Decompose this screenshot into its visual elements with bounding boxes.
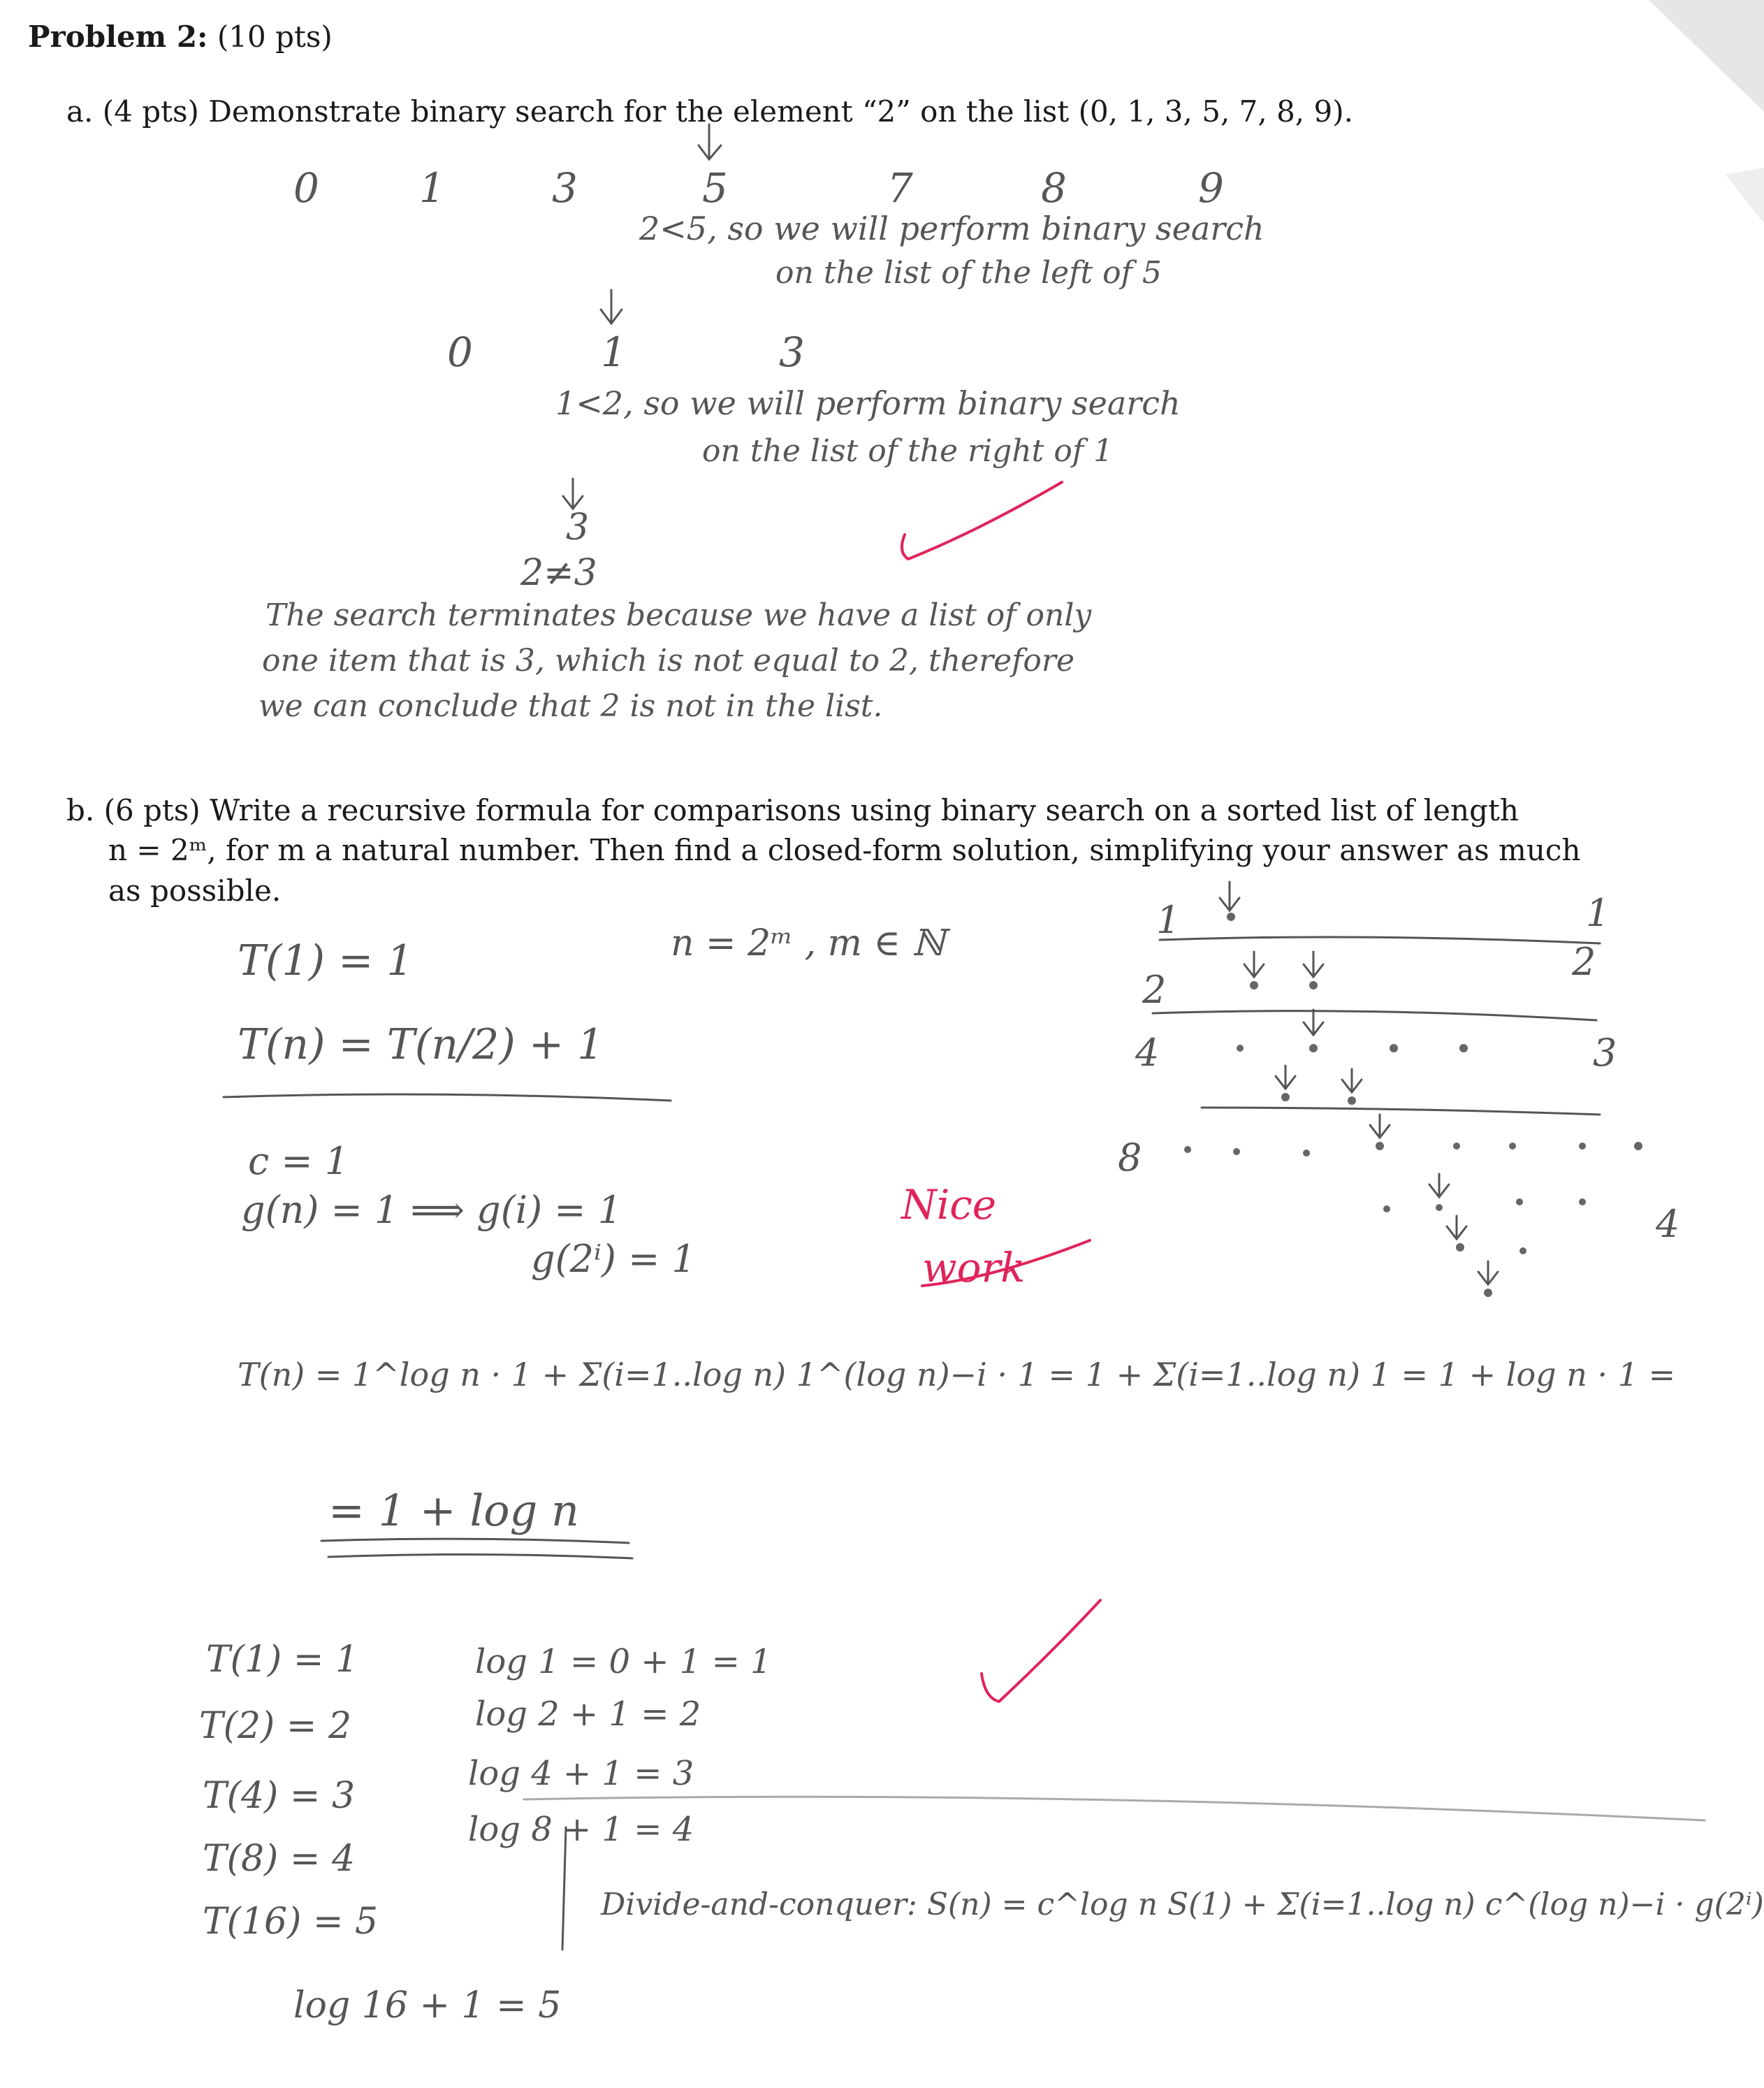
formula-bracket — [562, 1827, 566, 1950]
tree-node — [1509, 1143, 1516, 1150]
recurrence-underline — [224, 1094, 671, 1101]
tree-level-line — [1202, 1108, 1600, 1115]
arrow-down-icon — [1220, 882, 1239, 911]
checkmark-icon — [982, 1600, 1100, 1702]
tree-node — [1516, 1198, 1523, 1205]
tree-count-label: 8 — [1118, 1136, 1142, 1180]
note-1-line-1: 2<5, so we will perform binary search — [639, 210, 1264, 247]
c-definition: c = 1 — [248, 1139, 349, 1183]
feedback-underline — [922, 1240, 1090, 1286]
list-row-1-item: 0 — [293, 164, 319, 212]
check-left-row: T(8) = 4 — [203, 1838, 356, 1880]
tree-level-label: 3 — [1593, 1031, 1617, 1075]
tree-count-label: 1 — [1156, 898, 1181, 942]
check-right-row: log 8 + 1 = 4 — [468, 1810, 694, 1849]
recurrence-base: T(1) = 1 — [238, 936, 414, 985]
g-definition-2: g(2ⁱ) = 1 — [531, 1237, 696, 1281]
list-row-2-item: 1 — [601, 328, 627, 376]
tree-node — [1184, 1146, 1191, 1153]
arrow-down-icon — [1478, 1261, 1498, 1284]
problem-title: Problem 2: — [28, 20, 208, 54]
tree-node — [1519, 1247, 1526, 1254]
closed-form-derivation: T(n) = 1^log n · 1 + Σ(i=1..log n) 1^(log n)−i · 1 = 1 + Σ(i=1..log n) 1 = 1 + log n · 1 = — [238, 1356, 1676, 1393]
list-row-1-item: 8 — [1041, 164, 1067, 212]
arrow-down-icon — [563, 479, 583, 509]
tree-node — [1436, 1204, 1443, 1211]
tree-node — [1579, 1198, 1586, 1205]
check-right-row: log 2 + 1 = 2 — [475, 1695, 701, 1734]
check-left-row: T(1) = 1 — [206, 1639, 359, 1681]
arrow-down-icon — [1342, 1069, 1362, 1092]
tree-node — [1250, 981, 1258, 989]
conclusion-line-2: one item that is 3, which is not equal to 2, therefore — [262, 643, 1074, 679]
closed-form-result: = 1 + log n — [328, 1485, 579, 1536]
tree-count-label: 4 — [1135, 1031, 1160, 1075]
tree-level-line — [1160, 937, 1600, 943]
list-row-3-item: 3 — [566, 507, 590, 549]
arrow-down-icon — [1447, 1216, 1466, 1239]
arrow-down-icon — [1304, 952, 1323, 977]
not-equal-note: 2≠3 — [520, 552, 597, 594]
tree-level-label: 2 — [1572, 940, 1596, 984]
list-row-1-item: 9 — [1198, 164, 1224, 212]
part-b-prompt-line-1: b. (6 pts) Write a recursive formula for comparisons using binary search on a sorted list of length — [66, 793, 1519, 827]
page-edge-shadow — [1726, 168, 1764, 224]
arrow-down-icon — [1370, 1115, 1390, 1138]
tree-node — [1453, 1143, 1460, 1150]
list-row-1-item: 5 — [702, 164, 728, 212]
tree-node — [1233, 1148, 1240, 1155]
tree-node — [1383, 1205, 1390, 1212]
tree-node — [1281, 1093, 1290, 1101]
tree-level-label: 4 — [1656, 1202, 1680, 1246]
note-1-line-2: on the list of the left of 5 — [775, 255, 1162, 291]
recurrence-step: T(n) = T(n/2) + 1 — [238, 1020, 604, 1069]
n-definition: n = 2ᵐ , m ∈ ℕ — [671, 922, 946, 964]
arrow-down-icon — [1276, 1066, 1295, 1089]
conclusion-line-3: we can conclude that 2 is not in the list. — [258, 688, 883, 724]
tree-node — [1456, 1243, 1464, 1252]
g-definition: g(n) = 1 ⟹ g(i) = 1 — [241, 1188, 622, 1232]
grader-feedback-line-2: work — [922, 1244, 1026, 1291]
check-left-row: T(2) = 2 — [199, 1705, 352, 1747]
result-underline — [321, 1539, 629, 1543]
part-a-prompt: a. (4 pts) Demonstrate binary search for the element “2” on the list (0, 1, 3, 5, 7, 8, 9). — [66, 94, 1353, 129]
tree-nodes — [1184, 913, 1642, 1297]
list-row-2-item: 0 — [447, 328, 473, 376]
tree-node — [1227, 913, 1235, 921]
conclusion-line-1: The search terminates because we have a list of only — [265, 597, 1092, 633]
tree-node — [1348, 1096, 1356, 1105]
grader-feedback-line-1: Nice — [901, 1181, 997, 1228]
tree-level-line — [1153, 1011, 1596, 1020]
checkmark-icon — [902, 482, 1062, 559]
part-b-prompt-line-3: as possible. — [108, 873, 282, 908]
tree-node — [1390, 1044, 1398, 1052]
check-right-row: log 4 + 1 = 3 — [468, 1754, 694, 1793]
tree-node — [1376, 1142, 1384, 1150]
check-left-row: T(4) = 3 — [203, 1775, 356, 1817]
part-b-prompt-line-2: n = 2ᵐ, for m a natural number. Then find a closed-form solution, simplifying your answer as much — [108, 833, 1581, 867]
arrow-down-icon — [1304, 1010, 1323, 1035]
tree-node — [1484, 1289, 1492, 1297]
check-last-row: log 16 + 1 = 5 — [293, 1985, 562, 2027]
tree-node — [1309, 981, 1318, 989]
tree-node — [1634, 1142, 1642, 1150]
divide-and-conquer-formula: Divide-and-conquer: S(n) = c^log n S(1) + Σ(i=1..log n) c^(log n)−i · g(2ⁱ) — [601, 1887, 1764, 1922]
list-row-2-item: 3 — [779, 328, 805, 376]
page-corner-fold — [1649, 0, 1764, 112]
problem-points: (10 pts) — [217, 20, 333, 54]
separator-line — [524, 1797, 1705, 1820]
check-right-row: log 1 = 0 + 1 = 1 — [475, 1642, 772, 1681]
tree-node — [1237, 1045, 1244, 1052]
list-row-1-item: 7 — [887, 164, 913, 212]
arrow-down-icon — [601, 290, 622, 324]
check-left-row: T(16) = 5 — [203, 1901, 379, 1943]
arrow-down-icon — [1429, 1174, 1449, 1197]
arrow-down-icon — [1244, 952, 1264, 977]
tree-node — [1579, 1143, 1586, 1150]
tree-level-label: 1 — [1586, 891, 1610, 935]
note-2-line-2: on the list of the right of 1 — [702, 433, 1114, 469]
tree-node — [1303, 1150, 1310, 1157]
tree-node — [1309, 1044, 1318, 1052]
tree-node — [1459, 1044, 1468, 1052]
list-row-1-item: 1 — [419, 164, 445, 212]
note-2-line-1: 1<2, so we will perform binary search — [555, 384, 1181, 422]
result-underline-2 — [328, 1554, 632, 1558]
list-row-1-item: 3 — [552, 164, 578, 212]
tree-count-label: 2 — [1142, 968, 1167, 1012]
arrow-down-icon — [699, 124, 721, 159]
